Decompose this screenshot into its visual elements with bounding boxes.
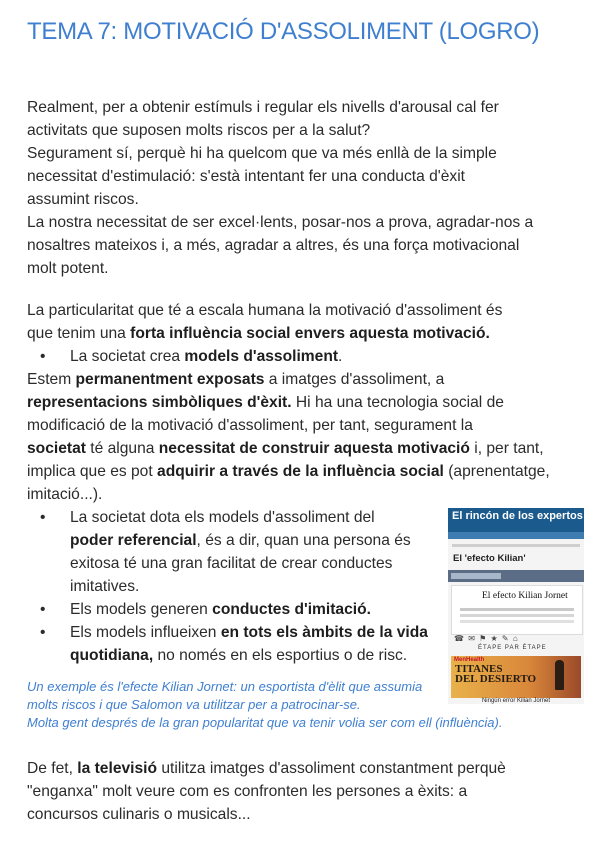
text-span: Un exemple és l' — [27, 679, 123, 694]
collage-banner — [448, 508, 584, 532]
emphasis: representacions simbòliques d'èxit. — [27, 394, 292, 411]
collage-strip — [448, 570, 584, 582]
emphasis: quotidiana, — [70, 647, 154, 664]
emphasis: poder referencial — [70, 532, 197, 549]
collage-article-title: El efecto Kilian Jornet — [482, 591, 568, 601]
text-line — [27, 437, 572, 460]
television-paragraph — [27, 757, 572, 826]
text-span: Els models generen — [70, 601, 213, 618]
text-span: implica que es pot — [27, 463, 158, 480]
magazine-title-line: DEL DESIERTO — [455, 673, 537, 685]
emphasis: en tots els àmbits de la vida — [220, 624, 428, 641]
note-line: Molta gent després de la gran popularitat que va tenir volia ser com ell (influència). — [27, 715, 503, 730]
collage-strip-inner — [451, 573, 501, 579]
emphasis: adquirir a través de la influència social — [157, 463, 444, 480]
text-line: concursos culinaris o musicals... — [27, 806, 251, 823]
text-span: a imatges d'assoliment, a — [264, 371, 445, 388]
text-span: Estem — [27, 371, 76, 388]
text-line: molt potent. — [27, 260, 109, 277]
collage-article-card — [451, 585, 583, 635]
text-span: , és a dir, quan una persona és — [196, 532, 411, 549]
collage-icon-row: ☎ ✉ ⚑ ★ ✎ ⌂ — [454, 634, 519, 643]
magazine-brand: MenHealth — [454, 657, 485, 663]
text-span: utilitza imatges d'assoliment constantment perquè — [157, 760, 506, 777]
collage-banner-title: El rincón de los expertos — [452, 510, 583, 522]
text-span: i, per tant, — [469, 440, 544, 457]
text-line — [27, 460, 572, 483]
kilian-jornet-collage-image — [448, 508, 584, 704]
emphasis: societat — [27, 440, 86, 457]
page-title: TEMA 7: MOTIVACIÓ D'ASSOLIMENT (LOGRO) — [27, 18, 540, 45]
bullet-icon: • — [40, 348, 46, 365]
collage-nav-bar — [448, 532, 584, 539]
text-line — [27, 322, 572, 345]
text-line: necessitat d'estimulació: s'està intentant fer una conducta d'èxit — [27, 168, 466, 185]
text-span: (aprenentatge, — [443, 463, 550, 480]
collage-slogan: ÉTAPE PAR ÉTAPE — [478, 645, 547, 651]
text-span: . — [338, 348, 343, 365]
text-line: nosaltres mateixos i, a més, agradar a altres, és una força motivacional — [27, 237, 520, 254]
bullet-icon: • — [40, 624, 46, 641]
emphasis: forta influència social envers aquesta motivació. — [130, 325, 490, 342]
text-span: : un esportista d'èlit que assumia — [233, 679, 423, 694]
text-span: que tenim una — [27, 325, 131, 342]
magazine-title-line: TITANES — [455, 663, 503, 675]
text-span: té alguna — [85, 440, 159, 457]
text-line: Realment, per a obtenir estímuls i regular els nivells d'arousal cal fer — [27, 99, 499, 116]
text-line — [27, 757, 572, 780]
text-line: assumint riscos. — [27, 191, 139, 208]
text-line — [27, 391, 572, 414]
bullet-icon: • — [40, 509, 46, 526]
text-span: Hi ha una tecnologia social de — [291, 394, 504, 411]
text-span: La societat crea — [70, 348, 185, 365]
text-line: Segurament sí, perquè hi ha quelcom que va més enllà de la simple — [27, 145, 497, 162]
emphasis: la televisió — [77, 760, 158, 777]
text-line: activitats que suposen molts riscos per a la salut? — [27, 122, 371, 139]
collage-article-lines — [460, 608, 574, 611]
text-span: La societat dota els models d'assoliment del — [70, 509, 375, 526]
collage-heading: El 'efecto Kilian' — [453, 553, 526, 564]
text-line: La particularitat que té a escala humana la motivació d'assoliment és — [27, 302, 503, 319]
bullet-continuation: exitosa té una gran facilitat de crear conductes — [70, 555, 393, 572]
collage-text-line — [452, 544, 580, 547]
text-line — [27, 368, 572, 391]
bullet-continuation: imitatives. — [70, 578, 140, 595]
intro-paragraph — [27, 96, 572, 280]
note-highlight: efecte Kilian Jornet — [122, 679, 234, 694]
text-span: no només en els esportius o de risc. — [153, 647, 408, 664]
text-line: La nostra necessitat de ser excel·lents, posar-nos a prova, agradar-nos a — [27, 214, 534, 231]
text-span: Els models influeixen — [70, 624, 221, 641]
emphasis: conductes d'imitació. — [212, 601, 371, 618]
emphasis: models d'assoliment — [184, 348, 339, 365]
emphasis: permanentment exposats — [75, 371, 265, 388]
note-line — [27, 678, 587, 696]
text-line: modificació de la motivació d'assoliment, per tant, segurament la — [27, 417, 473, 434]
bullet-item — [27, 345, 572, 368]
example-note — [27, 678, 587, 732]
bullet-icon: • — [40, 601, 46, 618]
note-line: molts riscos i que Salomon va utilitzar per a patrocinar-se. — [27, 697, 361, 712]
collage-footer: Ningún error Kilian Jornet — [481, 698, 551, 704]
text-line: "enganxa" molt veure com es confronten les persones a èxits: a — [27, 783, 468, 800]
text-span: De fet, — [27, 760, 78, 777]
emphasis: necessitat de construir aquesta motivació — [158, 440, 470, 457]
text-line: imitació...). — [27, 486, 103, 503]
